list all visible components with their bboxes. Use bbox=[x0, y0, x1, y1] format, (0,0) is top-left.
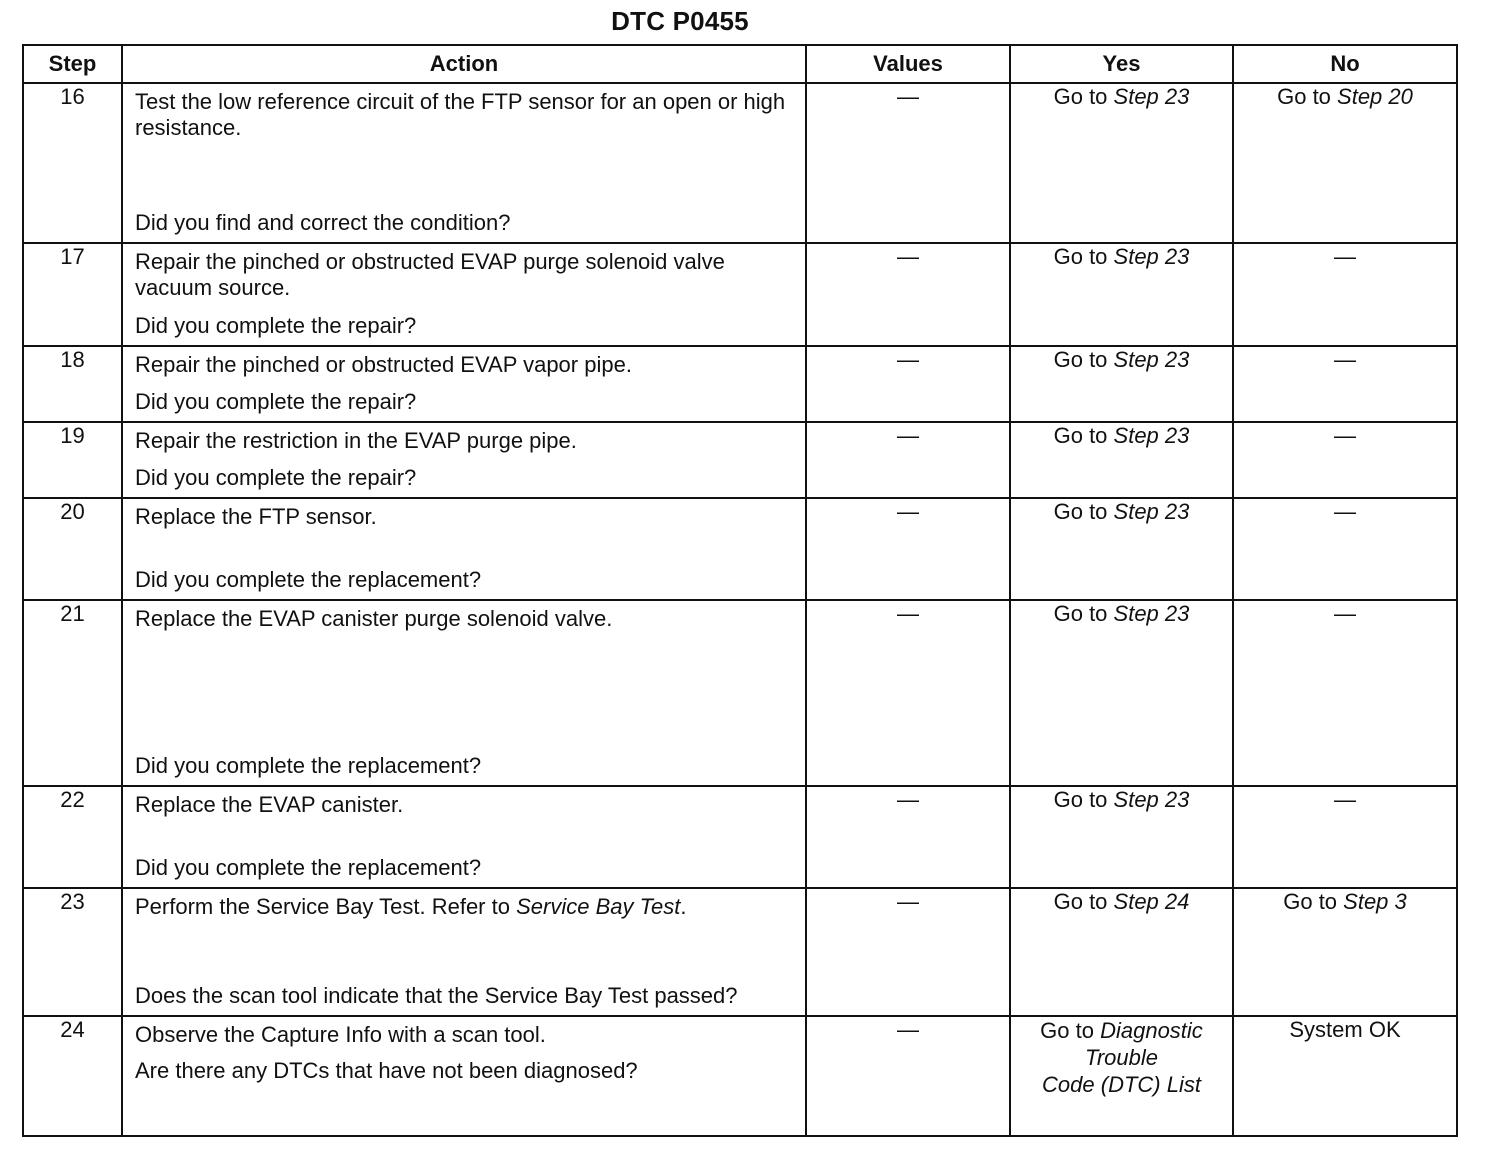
yes-cell bbox=[1010, 422, 1233, 498]
values-cell: — bbox=[806, 498, 1010, 600]
yes-goto-prefix: Go to bbox=[1053, 601, 1114, 626]
yes-step-link[interactable]: Step 23 bbox=[1113, 244, 1190, 269]
yes-step-link[interactable]: Step 23 bbox=[1113, 601, 1190, 626]
yes-step-link[interactable]: Step 24 bbox=[1113, 889, 1190, 914]
no-goto-prefix: Go to bbox=[1283, 889, 1344, 914]
no-cell bbox=[1233, 888, 1457, 1016]
header-action: Action bbox=[122, 45, 806, 83]
action-cell bbox=[122, 600, 806, 786]
values-cell: — bbox=[806, 83, 1010, 243]
step-number: 17 bbox=[23, 243, 122, 346]
action-instruction: Replace the EVAP canister. bbox=[135, 792, 404, 817]
step-number: 22 bbox=[23, 786, 122, 888]
service-bay-test-link[interactable]: Service Bay Test bbox=[516, 894, 681, 919]
yes-step-link[interactable]: Step 23 bbox=[1113, 84, 1190, 109]
table-row bbox=[23, 498, 1457, 600]
no-cell: — bbox=[1233, 243, 1457, 346]
yes-goto-prefix: Go to bbox=[1040, 1018, 1101, 1043]
yes-cell bbox=[1010, 346, 1233, 422]
action-cell bbox=[122, 786, 806, 888]
page-title: DTC P0455 bbox=[611, 6, 749, 36]
yes-cell bbox=[1010, 1016, 1233, 1136]
action-question: Did you complete the repair? bbox=[135, 313, 417, 338]
action-question: Are there any DTCs that have not been diagnosed? bbox=[135, 1058, 638, 1083]
no-goto-prefix: Go to bbox=[1277, 84, 1338, 109]
values-cell: — bbox=[806, 422, 1010, 498]
diagnostic-table bbox=[22, 44, 1458, 1137]
table-row bbox=[23, 786, 1457, 888]
yes-step-link[interactable]: Step 23 bbox=[1113, 347, 1190, 372]
header-no: No bbox=[1233, 45, 1457, 83]
action-question: Did you complete the replacement? bbox=[135, 855, 482, 880]
yes-goto-prefix: Go to bbox=[1053, 84, 1114, 109]
header-row bbox=[23, 45, 1457, 83]
no-cell: — bbox=[1233, 786, 1457, 888]
action-question: Did you complete the repair? bbox=[135, 465, 417, 490]
action-instruction: Repair the pinched or obstructed EVAP vapor pipe. bbox=[135, 352, 632, 377]
values-cell: — bbox=[806, 243, 1010, 346]
action-question: Does the scan tool indicate that the Service Bay Test passed? bbox=[135, 983, 738, 1008]
table-row bbox=[23, 346, 1457, 422]
table-row bbox=[23, 83, 1457, 243]
step-number: 23 bbox=[23, 888, 122, 1016]
no-cell: — bbox=[1233, 422, 1457, 498]
action-instruction: Replace the FTP sensor. bbox=[135, 504, 377, 529]
yes-cell bbox=[1010, 243, 1233, 346]
yes-cell bbox=[1010, 83, 1233, 243]
step-number: 19 bbox=[23, 422, 122, 498]
no-cell bbox=[1233, 83, 1457, 243]
yes-goto-prefix: Go to bbox=[1053, 244, 1114, 269]
yes-goto-prefix: Go to bbox=[1053, 423, 1114, 448]
no-cell: System OK bbox=[1233, 1016, 1457, 1136]
yes-step-link[interactable]: Step 23 bbox=[1113, 423, 1190, 448]
dtc-list-link-line3[interactable]: Code (DTC) List bbox=[1042, 1072, 1201, 1097]
no-cell: — bbox=[1233, 600, 1457, 786]
table-row bbox=[23, 1016, 1457, 1136]
no-cell: — bbox=[1233, 346, 1457, 422]
yes-goto-prefix: Go to bbox=[1053, 787, 1114, 812]
values-cell: — bbox=[806, 1016, 1010, 1136]
action-instruction: Observe the Capture Info with a scan tool. bbox=[135, 1022, 546, 1047]
yes-goto-prefix: Go to bbox=[1053, 347, 1114, 372]
values-cell: — bbox=[806, 346, 1010, 422]
no-step-link[interactable]: Step 20 bbox=[1337, 84, 1413, 109]
header-yes: Yes bbox=[1010, 45, 1233, 83]
step-number: 20 bbox=[23, 498, 122, 600]
no-cell: — bbox=[1233, 498, 1457, 600]
yes-cell bbox=[1010, 786, 1233, 888]
values-cell: — bbox=[806, 600, 1010, 786]
action-instruction: Repair the restriction in the EVAP purge pipe. bbox=[135, 428, 577, 453]
yes-step-link[interactable]: Step 23 bbox=[1113, 499, 1190, 524]
action-cell bbox=[122, 422, 806, 498]
yes-cell bbox=[1010, 600, 1233, 786]
action-question: Did you complete the replacement? bbox=[135, 753, 482, 778]
yes-cell bbox=[1010, 498, 1233, 600]
action-instruction: Test the low reference circuit of the FTP sensor for an open or high resistance. bbox=[135, 89, 786, 140]
action-question: Did you complete the replacement? bbox=[135, 567, 482, 592]
action-cell bbox=[122, 346, 806, 422]
step-number: 16 bbox=[23, 83, 122, 243]
values-cell: — bbox=[806, 888, 1010, 1016]
header-step: Step bbox=[23, 45, 122, 83]
step-number: 18 bbox=[23, 346, 122, 422]
table-row bbox=[23, 600, 1457, 786]
yes-cell bbox=[1010, 888, 1233, 1016]
yes-goto-prefix: Go to bbox=[1053, 889, 1114, 914]
dtc-list-link-line1[interactable]: Diagnostic bbox=[1100, 1018, 1203, 1043]
table-row bbox=[23, 422, 1457, 498]
no-step-link[interactable]: Step 3 bbox=[1343, 889, 1407, 914]
action-question: Did you find and correct the condition? bbox=[135, 210, 511, 235]
header-values: Values bbox=[806, 45, 1010, 83]
table-row bbox=[23, 243, 1457, 346]
action-cell bbox=[122, 498, 806, 600]
instruction-text: Perform the Service Bay Test. Refer to bbox=[135, 894, 517, 919]
action-cell bbox=[122, 1016, 806, 1136]
table-row bbox=[23, 888, 1457, 1016]
action-question: Did you complete the repair? bbox=[135, 389, 417, 414]
values-cell: — bbox=[806, 786, 1010, 888]
dtc-list-link-line2[interactable]: Trouble bbox=[1085, 1045, 1158, 1070]
action-cell bbox=[122, 243, 806, 346]
instruction-suffix: . bbox=[680, 894, 687, 919]
yes-step-link[interactable]: Step 23 bbox=[1113, 787, 1190, 812]
action-instruction: Repair the pinched or obstructed EVAP purge solenoid valve vacuum source. bbox=[135, 249, 725, 300]
action-cell bbox=[122, 888, 806, 1016]
step-number: 24 bbox=[23, 1016, 122, 1136]
action-instruction bbox=[135, 894, 795, 920]
action-cell bbox=[122, 83, 806, 243]
yes-goto-prefix: Go to bbox=[1053, 499, 1114, 524]
action-instruction: Replace the EVAP canister purge solenoid valve. bbox=[135, 606, 613, 631]
step-number: 21 bbox=[23, 600, 122, 786]
